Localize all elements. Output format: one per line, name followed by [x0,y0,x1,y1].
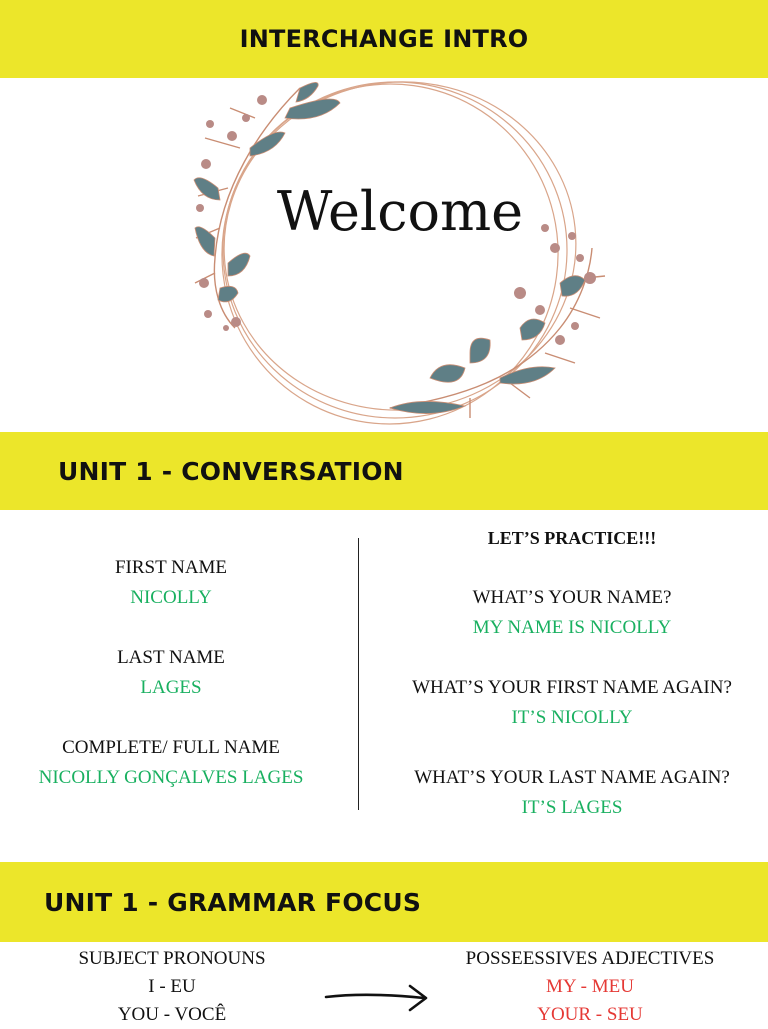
possessive-item: MY - MEU [546,976,634,997]
question-1: WHAT’S YOUR NAME? [472,587,672,608]
welcome-section [0,78,768,432]
grammar-band [0,862,768,942]
pronoun-item: I - EU [148,976,196,997]
welcome-title: Welcome [276,180,524,243]
first-name-value: NICOLLY [130,587,212,608]
answer-3: IT’S LAGES [521,797,623,818]
possessives-label: POSSEESSIVES ADJECTIVES [465,948,715,969]
answer-2: IT’S NICOLLY [511,707,633,728]
header-title: INTERCHANGE INTRO [239,25,529,53]
header-band [0,0,768,78]
answer-1: MY NAME IS NICOLLY [472,617,672,638]
question-3: WHAT’S YOUR LAST NAME AGAIN? [414,767,730,788]
subject-pronouns-list [30,945,314,1029]
possessive-adjectives-list [430,945,750,1029]
possessive-item: YOUR - SEU [537,1004,643,1025]
practice-heading: LET’S PRACTICE!!! [487,528,657,548]
last-name-label: LAST NAME [117,647,225,668]
full-name-value: NICOLLY GONÇALVES LAGES [38,767,304,788]
practice-column [376,523,768,823]
floral-wreath [0,78,768,432]
conversation-band [0,432,768,510]
pronouns-label: SUBJECT PRONOUNS [78,948,266,969]
full-name-label: COMPLETE/ FULL NAME [62,737,280,758]
arrow-right-icon [320,980,432,1016]
last-name-value: LAGES [140,677,202,698]
conversation-title: UNIT 1 - CONVERSATION [58,456,404,486]
name-fields-column [0,553,342,793]
first-name-label: FIRST NAME [114,557,228,578]
column-divider [358,538,359,810]
pronoun-item: YOU - VOCÊ [117,1004,227,1025]
grammar-title: UNIT 1 - GRAMMAR FOCUS [44,887,422,917]
question-2: WHAT’S YOUR FIRST NAME AGAIN? [412,677,732,698]
